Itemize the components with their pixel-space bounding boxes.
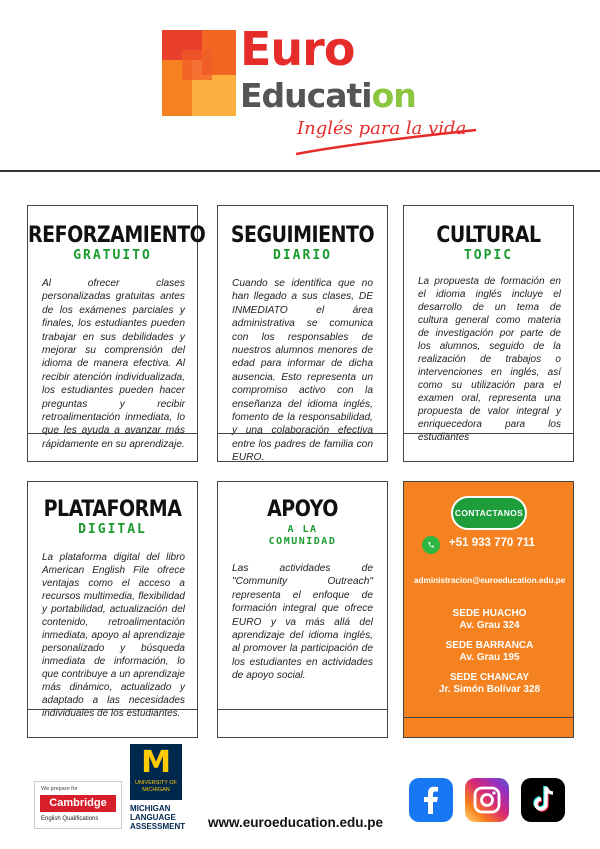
card-subtitle: DIGITAL (78, 522, 147, 537)
card-subtitle: GRATUITO (73, 248, 152, 263)
cambridge-name: Cambridge (40, 795, 116, 812)
card-title: REFORZAMIENTO (28, 222, 206, 248)
sede-barranca (404, 640, 575, 664)
sede-huacho (404, 608, 575, 632)
card-plataforma (27, 481, 198, 738)
card-footer (218, 433, 387, 461)
instagram-icon[interactable] (465, 778, 509, 822)
whatsapp-icon[interactable] (422, 536, 440, 554)
card-subtitle-line2: COMUNIDAD (268, 536, 337, 547)
sede-name: SEDE BARRANCA (445, 640, 534, 651)
card-seguimiento (217, 205, 388, 462)
card-footer (218, 709, 387, 737)
brand-name-education (240, 76, 416, 115)
card-footer (28, 433, 197, 461)
contact-phone[interactable]: +51 933 770 711 (449, 537, 536, 549)
cambridge-qualifications: English Qualifications (41, 816, 99, 822)
card-body: La plataforma digital del libro American English File ofrece ventajas como el acceso a recursos multimedia, flexibilidad y portabilidad, actualización del contenido, retroalimentación inmediata, apoyo al aprendizaje personalizado y búsqueda inmediata de información, lo que contribuye a un aprendizaje más dinámico, actualizado y adaptado a las necesidades individuales de los estudiantes. (42, 552, 185, 719)
sede-address: Av. Grau 324 (459, 620, 520, 631)
facebook-icon[interactable] (409, 778, 453, 822)
card-subtitle: DIARIO (273, 248, 332, 263)
michigan-logo (130, 744, 182, 800)
card-contact (403, 481, 574, 738)
logo-squares-icon (162, 30, 236, 116)
brand-name-education-a: Educati (240, 76, 372, 115)
header-divider (0, 170, 600, 172)
card-body: La propuesta de formación en el idioma inglés incluye el desarrollo de un tema de cultura general como materia de investigación por parte de los alumnos, seguido de la realización de trabajos o intervenciones en inglés, así como su utilización para el examen oral, representa una propuesta de valor integral y enriquecedora para los estudiantes (418, 276, 561, 443)
card-subtitle-line1: A LA (287, 524, 318, 535)
sede-chancay (404, 672, 575, 696)
website-link[interactable]: www.euroeducation.edu.pe (208, 815, 384, 830)
cambridge-prefix: We prepare for (41, 786, 78, 792)
michigan-assessment-text: MICHIGAN LANGUAGE ASSESSMENT (130, 804, 186, 831)
card-body: Cuando se identifica que no han llegado a sus clases, DE INMEDIATO el área administrativa se comunica con los responsables de nuestros alumnos menores de edad para informar de dicha ausencia. Esto representa un compromiso activo con la enseñanza del idioma inglés, fomento de la responsabilidad, y una colaboración efectiva entre los padres de familia con EURO. (232, 278, 373, 464)
brand-name-education-b: on (371, 76, 416, 115)
contact-button[interactable]: CONTACTANOS (451, 496, 527, 530)
michigan-m-icon: M (141, 745, 171, 780)
card-body: Las actividades de "Community Outreach" representa el enfoque de formación integral que ofrece EURO y va más allá del aprendizaje del idioma inglés, al promover la participación de los estudiantes en actividades de apoyo social. (232, 563, 373, 682)
sede-address: Av. Grau 195 (459, 652, 520, 663)
sede-address: Jr. Simón Bolívar 328 (438, 684, 541, 695)
cambridge-logo (34, 781, 122, 829)
card-footer (404, 433, 573, 461)
card-apoyo (217, 481, 388, 738)
card-cultural (403, 205, 574, 462)
card-reforzamiento (27, 205, 206, 462)
sede-name: SEDE HUACHO (452, 608, 527, 619)
contact-email[interactable]: administracion@euroeducation.edu.pe (414, 576, 566, 585)
tiktok-icon[interactable] (521, 778, 565, 822)
michigan-university: UNIVERSITY OF MICHIGAN (134, 780, 178, 793)
sede-name: SEDE CHANCAY (449, 672, 530, 683)
brand-slogan: Inglés para la vida (297, 118, 467, 139)
card-title: PLATAFORMA (43, 496, 182, 522)
card-subtitle: TOPIC (463, 248, 514, 263)
brand-name-euro: Euro (240, 22, 355, 76)
logo-mark (162, 30, 236, 116)
card-body: Al ofrecer clases personalizadas gratuitas antes de los exámenes parciales y finales, los estudiantes pueden trabajar en sus debilidades y mejorar su comprensión del idioma de manera efectiva. Al recibir atención individualizada, los estudiantes pueden hacer preguntas y recibir retroalimentación inmediata, lo que les ayuda a avanzar más rápidamente en su aprendizaje. (42, 278, 185, 450)
card-title: SEGUIMIENTO (230, 222, 375, 248)
card-title: APOYO (267, 496, 338, 522)
card-footer (404, 717, 573, 737)
card-title: CULTURAL (436, 222, 541, 248)
card-footer (28, 709, 197, 737)
